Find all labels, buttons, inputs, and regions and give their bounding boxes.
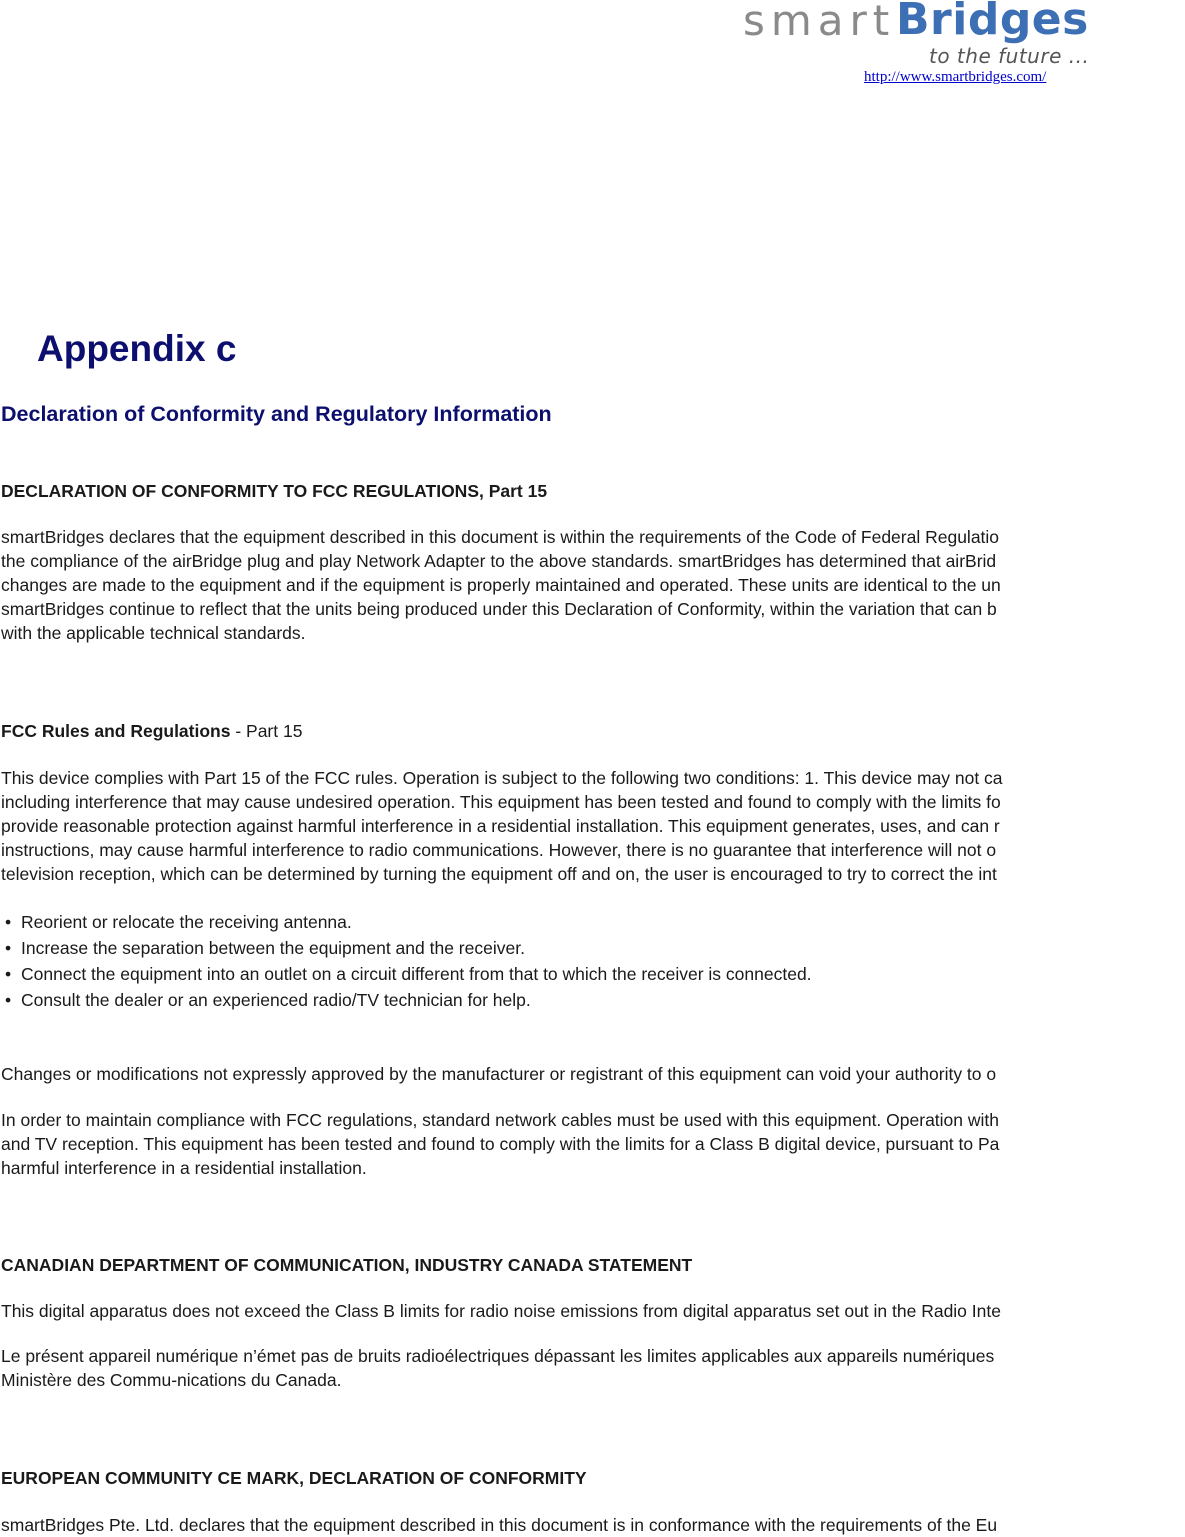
fcc-paragraph-line: with the applicable technical standards. — [1, 623, 306, 643]
rules-paragraph-line: including interference that may cause undesired operation. This equipment has been tested and found to comply with the limits fo — [1, 792, 1001, 812]
rules-paragraph-line: provide reasonable protection against harmful interference in a residential installation. This equipment generates, uses, and can r — [1, 816, 1000, 836]
section-title: Declaration of Conformity and Regulatory Information — [1, 402, 552, 426]
compliance-paragraph-line: harmful interference in a residential installation. — [1, 1158, 367, 1178]
rules-paragraph-line: instructions, may cause harmful interference to radio communications. However, there is no guarantee that interference will not o — [1, 840, 997, 860]
logo-word-bridges: Bridges — [896, 0, 1089, 45]
fcc-paragraph-line: changes are made to the equipment and if the equipment is properly maintained and operated. These units are identical to the un — [1, 575, 1001, 595]
bullet-icon: • — [5, 964, 12, 984]
changes-statement: Changes or modifications not expressly approved by the manufacturer or registrant of this equipment can void your authority to o — [1, 1064, 997, 1084]
canada-french-line: Le présent appareil numérique n’émet pas de bruits radioélectriques dépassant les limites applicables aux appareils numériques — [1, 1346, 995, 1366]
ce-heading: EUROPEAN COMMUNITY CE MARK, DECLARATION OF CONFORMITY — [1, 1468, 587, 1488]
canada-statement: This digital apparatus does not exceed the Class B limits for radio noise emissions from digital apparatus set out in the Radio Inte — [1, 1301, 1001, 1321]
logo-tagline: to the future ... — [929, 44, 1090, 68]
compliance-paragraph-line: and TV reception. This equipment has been tested and found to comply with the limits for a Class B digital device, pursuant to Pa — [1, 1134, 1000, 1154]
list-item: • Increase the separation between the equipment and the receiver. — [5, 938, 525, 958]
fcc-paragraph-line: the compliance of the airBridge plug and play Network Adapter to the above standards. smartBridges has determined that airBrid — [1, 551, 997, 571]
bullet-icon: • — [5, 938, 12, 958]
rules-heading — [1, 719, 302, 743]
bullet-icon: • — [5, 912, 12, 932]
rules-heading-bold: FCC Rules and Regulations — [1, 721, 231, 741]
list-item: • Reorient or relocate the receiving antenna. — [5, 912, 352, 932]
canada-heading: CANADIAN DEPARTMENT OF COMMUNICATION, INDUSTRY CANADA STATEMENT — [1, 1255, 693, 1275]
fcc-paragraph-line: smartBridges declares that the equipment described in this document is within the requirements of the Code of Federal Regulatio — [1, 527, 1000, 547]
appendix-title: Appendix c — [37, 328, 237, 369]
fcc-paragraph-line: smartBridges continue to reflect that the units being produced under this Declaration of Conformity, within the variation that can b — [1, 599, 997, 619]
website-link[interactable]: http://www.smartbridges.com/ — [864, 69, 1047, 85]
ce-statement: smartBridges Pte. Ltd. declares that the equipment described in this document is in conformance with the requirements of the Eu — [1, 1515, 998, 1535]
smartbridges-logo — [741, 0, 1101, 70]
compliance-paragraph-line: In order to maintain compliance with FCC regulations, standard network cables must be used with this equipment. Operation with — [1, 1110, 999, 1130]
bullet-icon: • — [5, 990, 12, 1010]
list-item: • Consult the dealer or an experienced radio/TV technician for help. — [5, 990, 531, 1010]
rules-paragraph-line: This device complies with Part 15 of the FCC rules. Operation is subject to the following two conditions: 1. This device may not ca — [1, 768, 1003, 788]
rules-paragraph-line: television reception, which can be determined by turning the equipment off and on, the user is encouraged to try to correct the int — [1, 864, 997, 884]
fcc-heading: DECLARATION OF CONFORMITY TO FCC REGULATIONS, Part 15 — [1, 481, 548, 501]
canada-french-line: Ministère des Commu-nications du Canada. — [1, 1370, 342, 1390]
rules-heading-part: - Part 15 — [230, 721, 303, 741]
list-item: • Connect the equipment into an outlet on a circuit different from that to which the receiver is connected. — [5, 964, 812, 984]
logo-word-smart: smart — [743, 0, 896, 45]
